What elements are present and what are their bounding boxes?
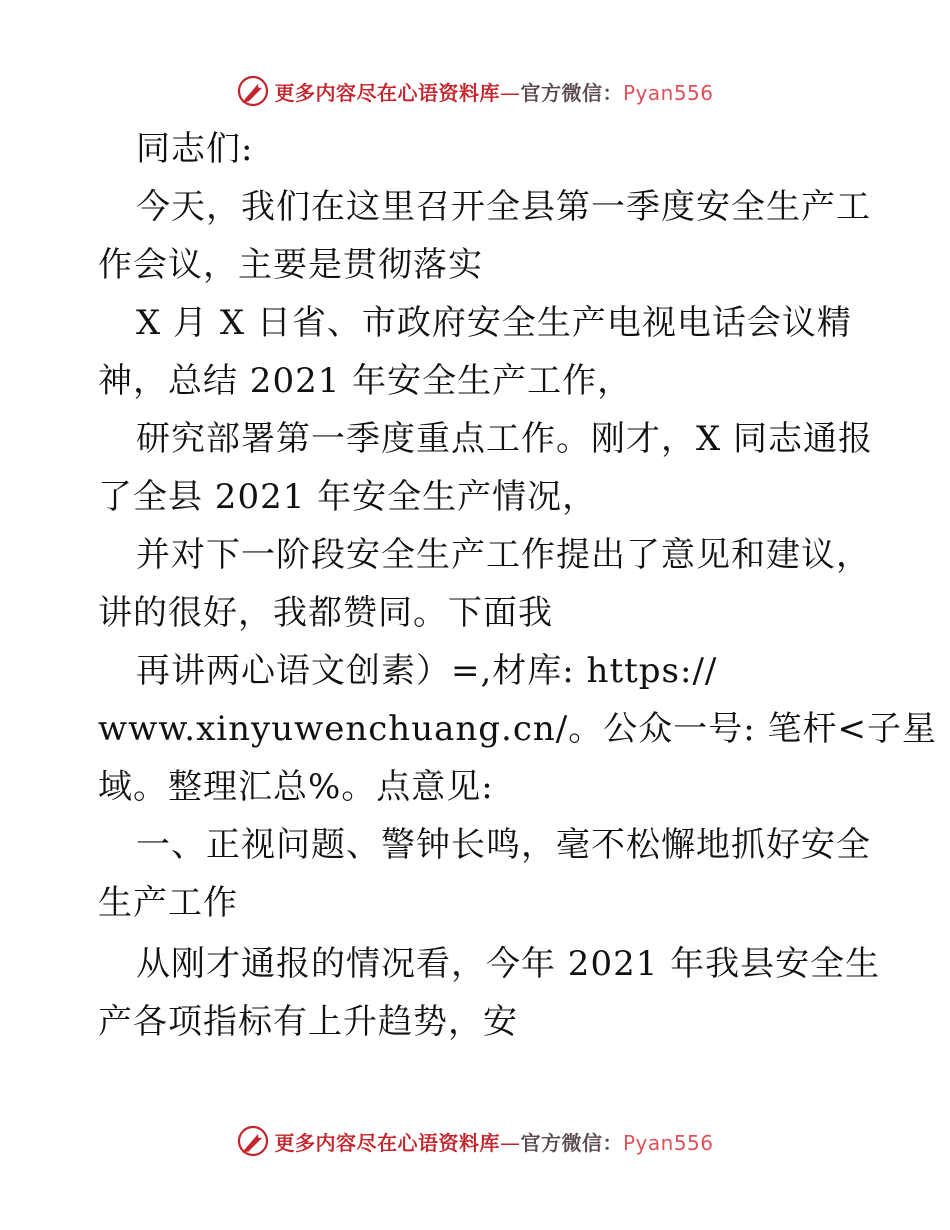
footer-watermark (0, 1121, 950, 1161)
paragraph-line: 并对下一阶段安全生产工作提出了意见和建议， (136, 535, 871, 575)
pen-nib-logo-icon (236, 74, 270, 108)
paragraph-line: 研究部署第一季度重点工作。刚才，X 同志通报 (136, 419, 874, 459)
paragraph-line: 作会议，主要是贯彻落实 (98, 245, 483, 285)
paragraph-line: 讲的很好，我都赞同。下面我 (98, 593, 553, 633)
salutation-line: 同志们: (136, 129, 254, 169)
paragraph-line: www.xinyuwenchuang.cn/。公众一号: 笔杆<子星 (98, 709, 937, 749)
watermark-text: 更多内容尽在心语资料库—官方微信：Pyan556 (274, 80, 714, 105)
header-watermark (0, 71, 950, 111)
section-heading-line: 生产工作 (98, 883, 238, 923)
paragraph-line: 域。整理汇总%。点意见: (98, 767, 494, 807)
pen-nib-logo-icon (236, 1124, 270, 1158)
watermark-text: 更多内容尽在心语资料库—官方微信：Pyan556 (274, 1130, 714, 1155)
section-heading-line: 一、正视问题、警钟长鸣，毫不松懈地抓好安全 (136, 825, 871, 865)
paragraph-line: 神，总结 2021 年安全生产工作， (98, 361, 633, 401)
paragraph-line: 了全县 2021 年安全生产情况， (98, 477, 598, 517)
paragraph-line: 从刚才通报的情况看，今年 2021 年我县安全生 (136, 944, 881, 984)
paragraph-line: 今天，我们在这里召开全县第一季度安全生产工 (136, 187, 871, 227)
paragraph-line: 产各项指标有上升趋势，安 (98, 1002, 518, 1042)
paragraph-line: 再讲两心语文创素）=,材库: https:// (136, 651, 718, 691)
paragraph-line: X 月 X 日省、市政府安全生产电视电话会议精 (136, 303, 852, 343)
